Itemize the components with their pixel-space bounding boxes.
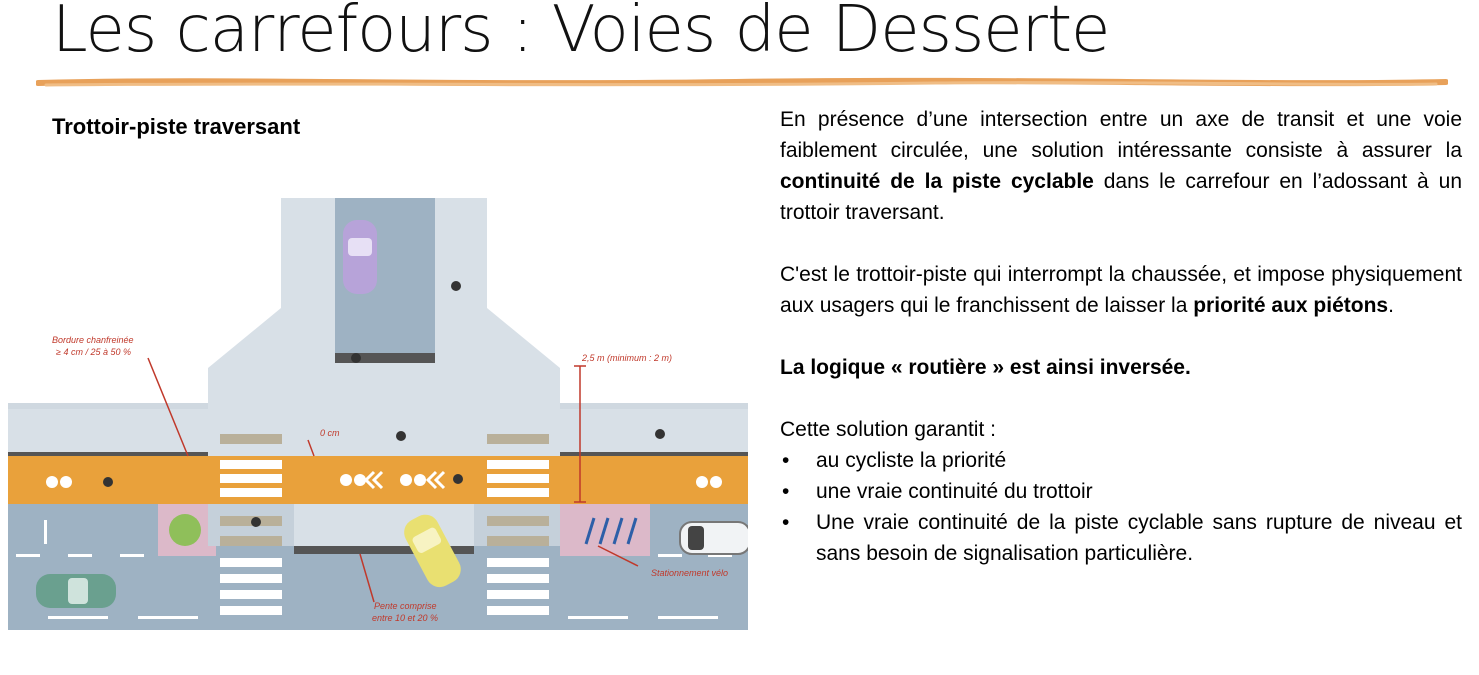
label-bordure-value: ≥ 4 cm / 25 à 50 % (56, 347, 131, 357)
paragraph-2-part-a: C'est le trottoir-piste qui interrompt la chaussée, et impose physiquement aux usagers qui le franchissent de laisser la (780, 263, 1462, 317)
car-purple (343, 220, 377, 294)
paragraph-1-bold: continuité de la piste cyclable (780, 170, 1094, 193)
paragraph-1-part-a: En présence d’une intersection entre un axe de transit et une voie faiblement circulée, une solution intéressante consiste à assurer la (780, 108, 1462, 162)
slide-title: Les carrefours : Voies de Desserte (52, 0, 1110, 67)
car-teal (36, 574, 116, 608)
paragraph-1-part-c: dans le carrefour en l’adossant à un trottoir traversant. (780, 170, 1462, 224)
paragraph-4: Cette solution garantit : (780, 418, 996, 441)
paragraph-3-bold: La logique « routière » est ainsi inversée. (780, 356, 1191, 379)
list-item: • une vraie continuité du trottoir (780, 476, 1462, 507)
text-column (780, 104, 1462, 569)
label-zero-cm: 0 cm (320, 428, 340, 438)
section-subtitle: Trottoir-piste traversant (52, 114, 301, 139)
paragraph-2 (780, 259, 1462, 321)
benefits-list (780, 445, 1462, 569)
list-item: • au cycliste la priorité (780, 445, 1462, 476)
paragraph-3 (780, 352, 1462, 383)
label-pente: Pente comprise (374, 601, 437, 611)
car-grey (680, 522, 748, 554)
intersection-diagram (8, 198, 748, 630)
label-bordure: Bordure chanfreinée (52, 335, 134, 345)
list-item: • Une vraie continuité de la piste cyclable sans rupture de niveau et sans besoin de signalisation particulière. (780, 507, 1462, 569)
tree-icon (169, 514, 201, 546)
paragraph-2-part-c: . (1388, 294, 1394, 317)
paragraph-2-bold: priorité aux piétons (1193, 294, 1389, 317)
cycle-track (8, 456, 748, 504)
label-pente-value: entre 10 et 20 % (372, 613, 439, 623)
title-underline (36, 74, 1448, 92)
label-track-width: 2,5 m (minimum : 2 m) (582, 353, 673, 363)
paragraph-1 (780, 104, 1462, 228)
label-stationnement: Stationnement vélo (651, 568, 729, 578)
